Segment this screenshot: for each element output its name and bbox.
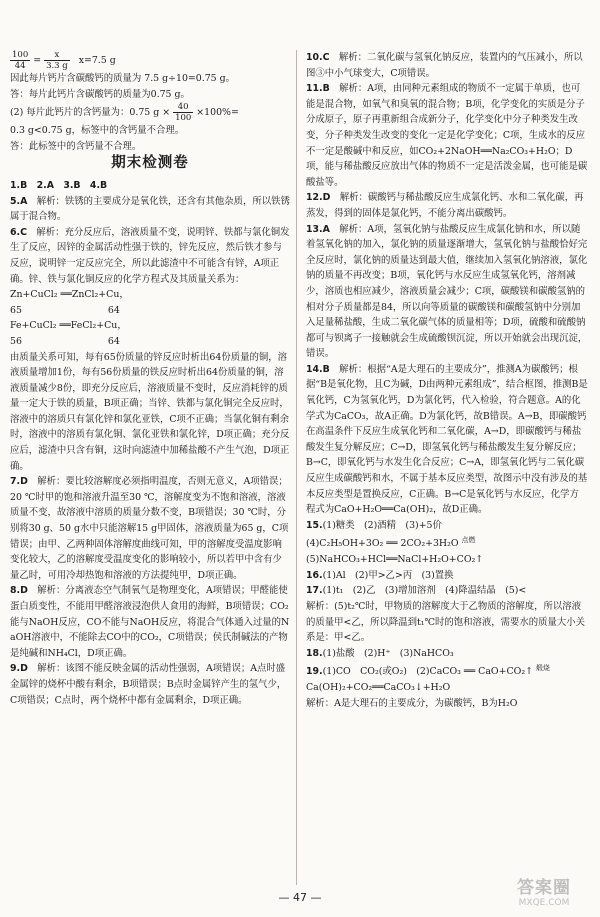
answer-number: 6.C [10,226,27,238]
left-column [10,50,290,708]
answer-item [306,646,588,662]
answer-text: 解析：A项，氢氧化钠与盐酸反应生成氯化钠和水，所以随着氢氧化钠的加入，氯化钠的质量逐渐增大，氢氧化钠与盐酸恰好完全反应时，氯化钠的质量达到最大值，继续加入氢氧化钠溶液，氯化钠的质量不再改变；B项，氧化钙与水反应生成氢氧化钙，溶剂减少，溶质也相应减少，溶液质量会减少；C项，碳酸镁和碳酸氢钠的相对分子质量都是84，所以向等质量的碳酸镁和碳酸氢钠中分别加入足量稀盐酸，生成二氧化碳气体的质量相等；D项，硫酸和硫酸钠都可与钡离子一接触就会生成硫酸钡沉淀，所以开始就会出现沉淀，错误。 [306,223,588,360]
watermark-logo [496,873,592,913]
answer-item [306,568,588,584]
answer-item [10,194,290,225]
answer-item [306,518,588,534]
fraction-numerator: 40 [173,102,193,113]
answer-text: (1)糖类 (2)酒精 (3)+5价 [322,519,442,531]
answer-text: 解析：铁锈的主要成分是氧化铁，还含有其他杂质，所以铁锈属于混合物。 [10,195,290,223]
fraction-denominator: 44 [14,61,26,71]
page-number: — 47 — [278,891,322,904]
fraction-numerator: x [44,50,70,61]
fraction-3 [173,102,193,123]
answer-number: 9.D [10,663,28,675]
equals-sign: = [33,55,42,66]
answer-number: 10.C [306,52,330,63]
mass-row [10,334,290,350]
answer-text: 解析：碳酸钙与稀盐酸反应生成氯化钙、水和二氧化碳，再蒸发，得到的固体是氯化钙，不能分离出碳酸钙。 [306,192,584,219]
answer-item [306,362,588,518]
text-span: ×100%= [196,107,239,119]
answer-text: 解析：二氧化碳与氢氧化钠反应，装置内的气压减小，所以图③中小气球变大，C项错误。 [306,52,583,79]
answer-text: 解析：(5)t₂℃时，甲物质的溶解度大于乙物质的溶解度，所以溶液的质量甲<乙，所以降温到t₁℃时的饱和溶液，需要水的质量大小关系是：甲<乙。 [306,600,585,644]
reaction-condition: 点燃 [461,536,476,545]
answer-text: 解析：要比较溶解度必须指明温度，否则无意义，A项错误；20 ℃时甲的饱和溶液升温至30 ℃，溶解度变为不饱和溶液，溶液质量不变，故溶液中溶质的质量分数不变，B项错误；30 ℃时，分别将30 g、50 g水中只能溶解15 g甲固体，溶液质量为65 g，C项错误；由甲、乙两种固体溶解度曲线可知，甲的溶解度受温度影响变化较大，乙的溶解度受温度变化的影响较小，所以若甲中含有少量乙时，可用冷却热饱和溶液的方法提纯甲，D项正确。 [10,476,289,581]
answer-number: 16. [306,569,323,581]
right-column [306,50,588,711]
answer-item: 解析：A是大理石的主要成分，为碳酸钙，B为H₂O [306,697,518,709]
answer-number: 17. [306,585,323,597]
fraction-denominator: 100 [175,113,192,124]
fraction-denominator: 3.3 g [46,61,68,71]
answer-text: (1)盐酸 (2)H⁺ (3)NaHCO₃ [322,647,454,659]
chem-equation [306,533,588,552]
answer-item [306,81,588,190]
answer-number: 18. [306,647,323,659]
fraction-2 [44,50,70,71]
chem-equation: (5)NaHCO₃+HCl══NaCl+H₂O+CO₂↑ [306,554,484,566]
fraction-1 [10,50,30,71]
answer-item [10,661,290,708]
watermark-text: 答案圈 [517,878,571,898]
answer-item [10,225,290,287]
fraction-numerator: 100 [12,50,29,60]
reaction-condition: 煅烧 [535,664,550,673]
answer-text: 解析：A项，由同种元素组成的物质不一定属于单质，也可能是混合物，如氧气和臭氧的混合物；B项，化学变化的实质是分子分成原子，原子再重新组合成新分子，化学变化中分子种类发生改变，分子种类发生改变的变化一定是化学变化；C项，生成水的反应不一定是酸碱中和反应，如CO₂+2NaOH══Na₂CO₃+H₂O；D项，能与稀盐酸反应放出气体的物质不一定是活泼金属，也可能是碳酸盐等。 [306,83,588,188]
text-line: 因此每片钙片含碳酸钙的质量为 7.5 g÷10=0.75 g。 [10,73,235,84]
answers-row: 1.B 2.A 3.B 4.B [10,179,108,191]
chem-equation: Fe+CuCl₂ ══FeCl₂+Cu， [10,320,127,332]
answer-text: 解析：分离液态空气制氧气是物理变化，A项错误；甲醛能使蛋白质变性，不能用甲醛溶液浸泡供人食用的海鲜，B项错误；CO₂能与NaOH反应，CO不能与NaOH反应，将混合气体通入过量的NaOH溶液中，不能除去CO中的CO₂，C项错误；侯氏制碱法的产物是纯碱和NH₄Cl，D项正确。 [10,585,290,659]
answer-item [306,222,588,362]
mass-value: 56 [10,335,22,347]
mass-value: 64 [107,304,120,316]
answer-text: 解析：充分反应后，溶液质量不变，说明锌、铁都与氯化铜发生了反应，因锌的金属活动性强于铁的，锌先反应，然后铁才参与反应，说明锌一定反应完全，所以此滤渣中不可能含有锌，A项正确。锌、铁与氯化铜反应的化学方程式及其质量关系为： [10,226,290,285]
answer-text: 解析：根据“A是大理石的主要成分”，推测A为碳酸钙；根据“B是氧化物，且C为碱，D由两种元素组成”，结合框图，推测B是氧化钙，C为氢氧化钙，D为氯化钙，代入检验，符合题意。A的化学式为CaCO₃，故A正确。D为氯化钙，故B错误。A→B，即碳酸钙在高温条件下反应生成氧化钙和二氧化碳，A→D，即碳酸钙与稀盐酸发生复分解反应；C→D，即氢氧化钙与稀盐酸发生复分解反应；B→C，即氧化钙与水发生化合反应；C→A，即氢氧化钙与二氧化碳反应生成碳酸钙和水，不属于基本反应类型，故图示中没有涉及的基本反应类型是置换反应，C正确。B→C是氧化钙与水反应，化学方程式为CaO+H₂O══Ca(OH)₂，故D正确。 [306,363,588,516]
text-span: (2) 每片此钙片的含钙量为：0.75 g × [10,107,171,119]
mass-row [10,303,290,319]
answer-number: 7.D [10,476,28,488]
mass-value: 64 [107,335,120,347]
answer-number: 15. [306,519,323,531]
calc-line [10,50,290,71]
answer-text: (1)CO CO₂(或O₂) (2)CaCO₃ ══ CaO+CO₂↑ [322,666,533,678]
answer-number: 19. [306,666,323,678]
answer-item [10,474,290,583]
watermark-url: MXQE.COM [518,898,570,908]
chem-equation: Zn+CuCl₂ ══ZnCl₂+Cu， [10,289,129,301]
answer-item [10,583,290,661]
answer-text: 由质量关系可知，每有65份质量的锌反应时析出64份质量的铜，溶液质量增加1份，每有56份质量的铁反应时析出64份质量的铜，溶液质量减少8份，即充分反应后，溶液质量不变时，反应消耗锌的质量一定大于铁的质量，B项正确；当锌、铁都与氯化铜完全反应时，溶液中的溶质只有氯化锌和氯化亚铁，C项不正确；当氯化铜有剩余时，溶液中的溶质有氯化铜、氯化亚铁和氯化锌，D项正确；充分反应后，滤渣中只含有铜，这时向滤渣中加稀盐酸不产生气泡，D项正确。 [10,351,290,472]
answer-number: 14.B [306,363,330,375]
calc-result: x=7.5 g [78,55,116,66]
section-title: 期末检测卷 [111,155,189,172]
answer-text: (1)Al (2)甲>乙>丙 (3)置换 [322,569,454,581]
answer-item [306,599,588,646]
answer-number: 8.D [10,585,28,597]
text-line [10,102,290,123]
answer-number: 5.A [10,195,28,207]
answer-item [306,190,588,221]
answer-number: 11.B [306,83,330,95]
chem-equation: Ca(OH)₂+CO₂══CaCO₃↓+H₂O [306,682,451,693]
text-line: 0.3 g<0.75 g，标签中的含钙量不合理。 [10,125,185,137]
answer-item [306,661,588,680]
answer-item [306,583,588,599]
answer-number: 13.A [306,223,330,235]
answer-item [306,50,588,81]
answer-number: 12.D [306,192,331,204]
column-divider [296,50,297,885]
equation-text: (4)C₂H₅OH+3O₂ ══ 2CO₂+3H₂O [306,538,459,550]
text-line: 答：此标签中的含钙量不合理。 [10,140,142,152]
answer-text: (1)t₁ (2)乙 (3)增加溶剂 (4)降温结晶 (5)< [322,585,527,597]
text-line: 答：每片此钙片含碳酸钙的质量为0.75 g。 [10,88,190,100]
answer-text: 解析：该图不能反映金属的活动性强弱，A项错误；A点时盛金属锌的烧杯中酸有剩余，B项错误；B点时金属锌产生的氢气少，C项错误；C点时，两个烧杯中都有金属剩余，D项正确。 [10,663,287,706]
mass-value: 65 [10,304,22,316]
answer-item [10,350,290,475]
